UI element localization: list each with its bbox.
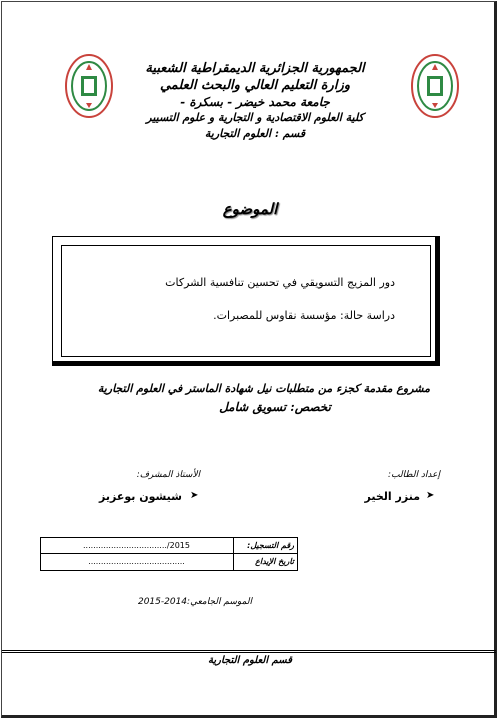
subject-heading: الموضوع — [222, 200, 278, 218]
thesis-title-box — [52, 236, 440, 366]
specialty: تخصص: تسويق شامل — [219, 400, 331, 414]
registration-number-label: رقم التسجيل: — [233, 538, 297, 554]
table-row — [41, 554, 297, 570]
university-logo-right — [410, 52, 460, 120]
republic-name: الجمهورية الجزائرية الديمقراطية الشعبية — [145, 61, 365, 76]
arrow-bullet-icon: ➤ — [426, 490, 435, 501]
academic-year: الموسم الجامعي:2014-2015 — [137, 597, 253, 607]
institution-header — [110, 60, 400, 142]
thesis-title-line2: دراسة حالة: مؤسسة نقاوس للمصبرات. — [213, 309, 395, 322]
supervisor-name: شيشون بوعزيز — [99, 490, 182, 503]
university-logo-left — [64, 52, 114, 120]
deposit-date-value: ...................................... — [88, 557, 185, 566]
thesis-title-line1: دور المزيج التسويقي في تحسين تنافسية الشركات — [165, 276, 395, 289]
registration-number-value: ................................./2015 — [83, 541, 190, 550]
deposit-date-label: تاريخ الإيداع — [233, 554, 297, 570]
footer-divider — [2, 652, 496, 653]
ministry-name: وزارة التعليم العالي والبحث العلمي — [159, 78, 351, 93]
arrow-bullet-icon: ➤ — [190, 490, 199, 501]
footer-divider — [2, 650, 496, 651]
faculty-name: كلية العلوم الاقتصادية و التجارية و علوم التسيير — [146, 111, 364, 124]
university-name: جامعة محمد خيضر - بسكرة - — [180, 95, 330, 109]
project-description: مشروع مقدمة كجزء من متطلبات نيل شهادة الماستر في العلوم التجارية — [97, 382, 430, 395]
student-name: منزر الخير — [364, 490, 420, 503]
department-name: قسم : العلوم التجارية — [204, 127, 306, 140]
thesis-title — [75, 275, 395, 324]
footer-department: قسم العلوم التجارية — [208, 655, 292, 666]
registration-table — [40, 537, 298, 571]
table-row — [41, 538, 297, 554]
student-label: إعداد الطالب: — [388, 470, 440, 480]
supervisor-label: الأستاذ المشرف: — [136, 470, 200, 480]
